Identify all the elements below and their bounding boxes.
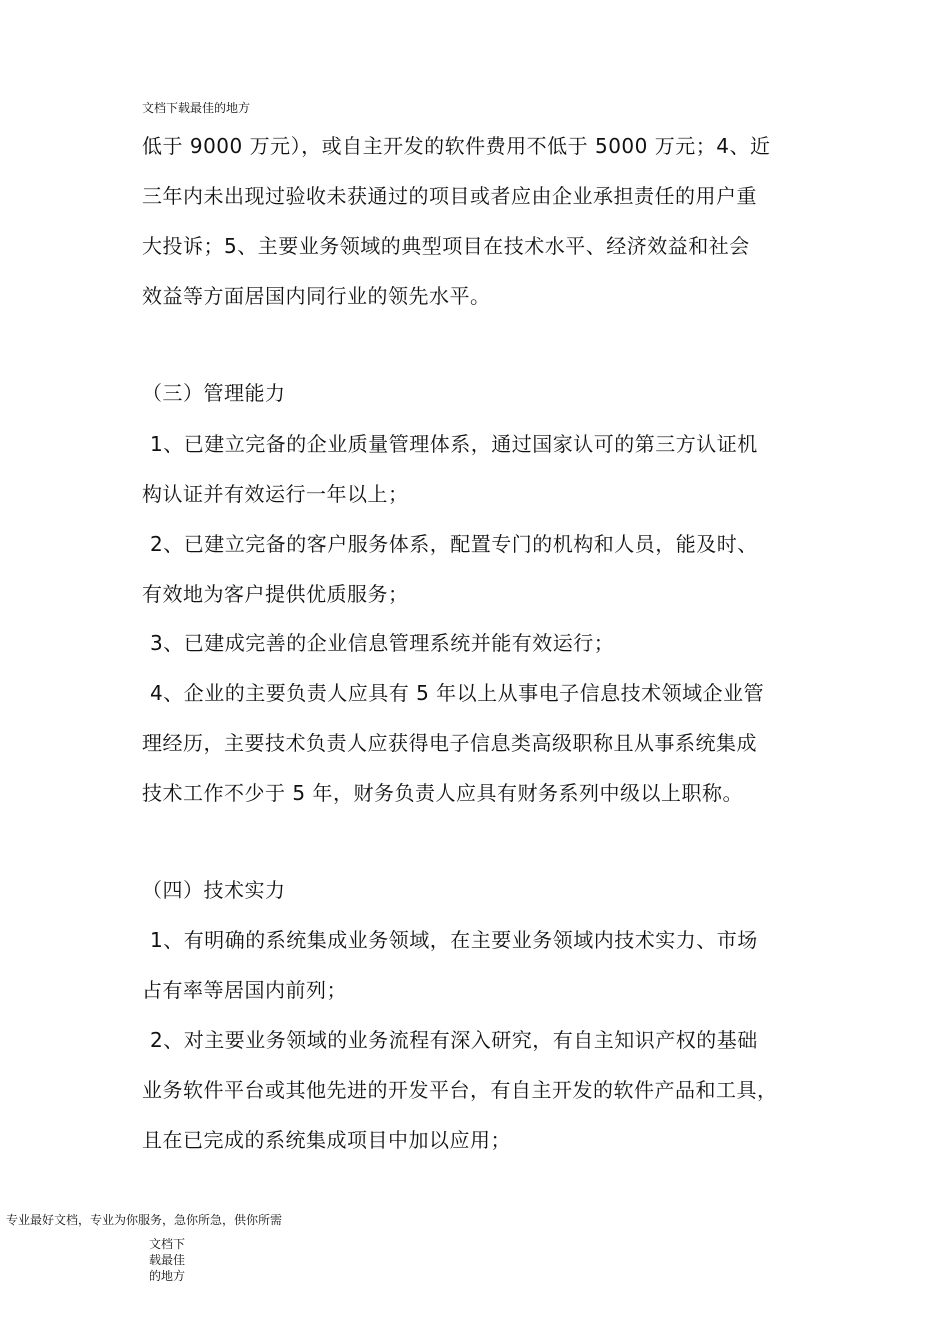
list-item-line: 构认证并有效运行一年以上；	[142, 482, 409, 506]
paragraph-line: 低于 9000 万元），或自主开发的软件费用不低于 5000 万元；4、近	[142, 134, 771, 158]
list-item-line: 2、已建立完备的客户服务体系，配置专门的机构和人员，能及时、	[150, 532, 758, 556]
list-item-line: 3、已建成完善的企业信息管理系统并能有效运行；	[150, 631, 615, 655]
list-item-line: 有效地为客户提供优质服务；	[142, 582, 409, 606]
header-note: 文档下载最佳的地方	[142, 101, 251, 115]
list-item-line: 且在已完成的系统集成项目中加以应用；	[142, 1128, 511, 1152]
footer-note: 专业最好文档，专业为你服务，急你所急，供你所需	[6, 1213, 283, 1227]
list-item-line: 占有率等居国内前列；	[142, 978, 347, 1002]
footer-tag: 文档下载最佳的地方	[149, 1237, 186, 1283]
section-heading: （四）技术实力	[142, 878, 286, 902]
list-item-line: 1、已建立完备的企业质量管理体系，通过国家认可的第三方认证机	[150, 432, 758, 456]
paragraph-line: 效益等方面居国内同行业的领先水平。	[142, 284, 491, 308]
paragraph-line: 大投诉；5、主要业务领域的典型项目在技术水平、经济效益和社会	[142, 234, 750, 258]
list-item-line: 理经历，主要技术负责人应获得电子信息类高级职称且从事系统集成	[142, 731, 757, 755]
list-item-line: 4、企业的主要负责人应具有 5 年以上从事电子信息技术领域企业管	[150, 681, 765, 705]
section-heading: （三）管理能力	[142, 381, 286, 405]
list-item-line: 业务软件平台或其他先进的开发平台，有自主开发的软件产品和工具，	[142, 1078, 778, 1102]
list-item-line: 2、对主要业务领域的业务流程有深入研究，有自主知识产权的基础	[150, 1028, 758, 1052]
list-item-line: 技术工作不少于 5 年，财务负责人应具有财务系列中级以上职称。	[142, 781, 743, 805]
list-item-line: 1、有明确的系统集成业务领域，在主要业务领域内技术实力、市场	[150, 928, 758, 952]
paragraph-line: 三年内未出现过验收未获通过的项目或者应由企业承担责任的用户重	[142, 184, 757, 208]
